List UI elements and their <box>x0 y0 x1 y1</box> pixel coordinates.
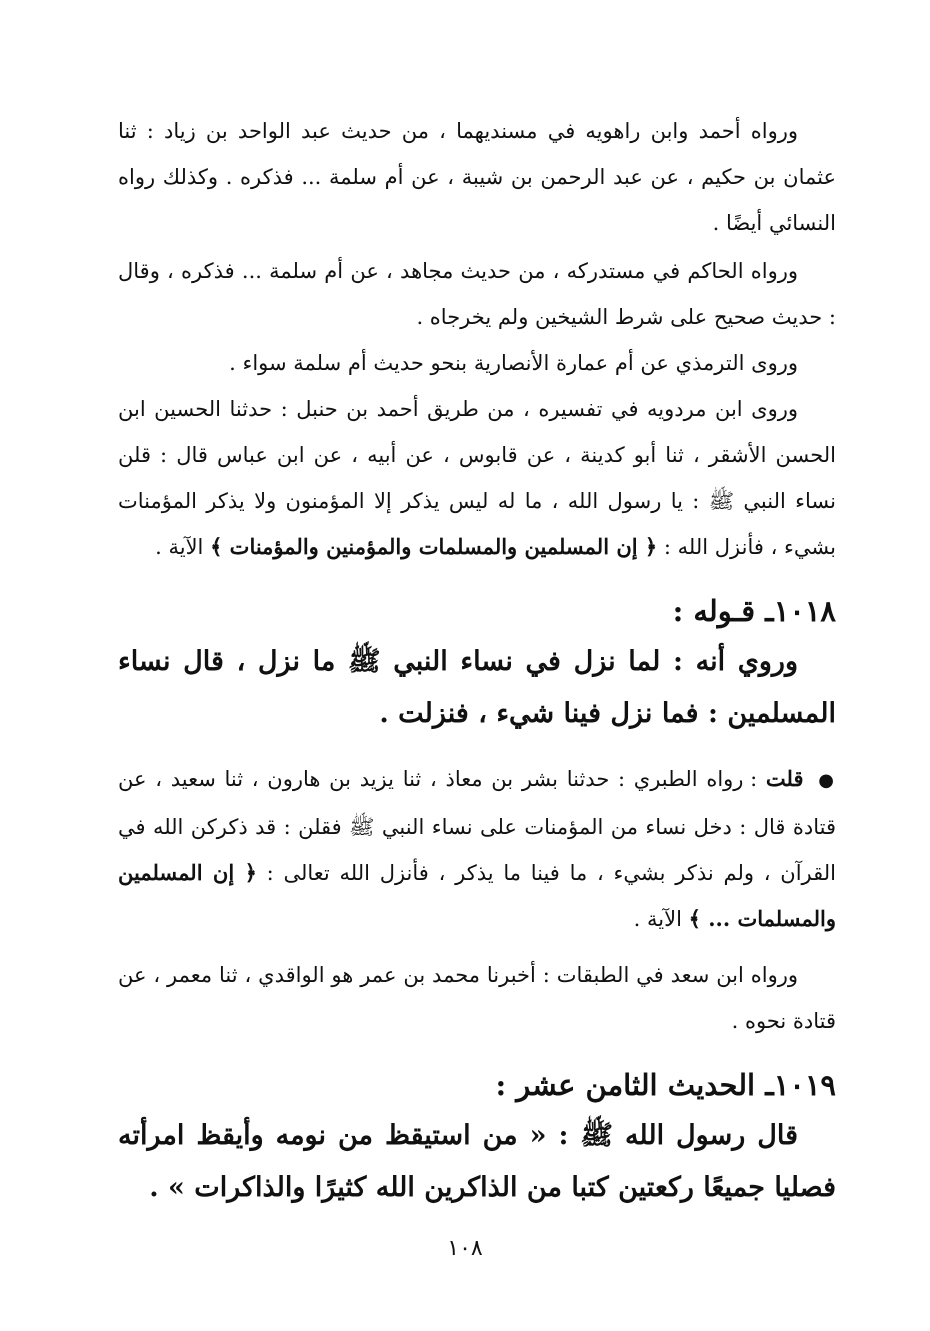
paragraph-qult <box>118 756 836 942</box>
paragraph-ahmad: ورواه أحمد وابن راهويه في مسنديهما ، من حديث عبد الواحد بن زياد : ثنا عثمان بن حكيم ، عن عبد الرحمن بن شيبة ، عن أم سلمة ... فذكره . وكذلك رواه النسائي أيضًا . <box>118 119 836 235</box>
paragraph-tail: الآية . <box>155 535 204 559</box>
bullet-icon: ● <box>818 770 836 791</box>
paragraph-text: : رواه الطبري : حدثنا بشر بن معاذ ، ثنا يزيد بن هارون ، ثنا سعيد ، عن قتادة قال : دخل نساء من المؤمنات على نساء النبي ﷺ فقلن : قد ذكركن الله في القرآن ، ولم نذكر بشيء ، ما فينا ما يذكر ، فأنزل الله تعالى : <box>118 767 836 885</box>
page-body <box>118 108 836 1214</box>
heading-1018: ١٠١٨ـ قـوله : <box>672 594 836 628</box>
heading-1019: ١٠١٩ـ الحديث الثامن عشر : <box>495 1068 836 1102</box>
paragraph-ibn-mardawayh <box>118 386 836 570</box>
paragraph-ibn-saad: ورواه ابن سعد في الطبقات : أخبرنا محمد بن عمر هو الواقدي ، ثنا معمر ، عن قتادة نحوه . <box>118 963 836 1033</box>
paragraph-text: وروى ابن مردويه في تفسيره ، من طريق أحمد بن حنبل : حدثنا الحسين ابن الحسن الأشقر ، ثنا أبو كدينة ، عن قابوس ، عن أبيه ، عن ابن عباس قال : قلن نساء النبي ﷺ : يا رسول الله ، ما له ليس يذكر إلا المؤمنون ولا يذكر المؤمنات بشيء ، فأنزل الله : <box>118 397 836 559</box>
paragraph-tirmidhi: وروى الترمذي عن أم عمارة الأنصارية بنحو حديث أم سلمة سواء . <box>229 351 798 375</box>
page-number: ١٠٨ <box>447 1236 483 1261</box>
paragraph-hakim: ورواه الحاكم في مستدركه ، من حديث مجاهد ، عن أم سلمة ... فذكره ، وقال : حديث صحيح على شرط الشيخين ولم يخرجاه . <box>118 259 836 329</box>
quran-verse: ﴿ إن المسلمين والمسلمات والمؤمنين والمؤمنات ﴾ <box>210 534 658 559</box>
main-text-1018: وروي أنه : لما نزل في نساء النبي ﷺ ما نزل ، قال نساء المسلمين : فما نزل فينا شيء ، فنزلت . <box>118 646 836 729</box>
main-text-1019: قال رسول الله ﷺ : « من استيقظ من نومه وأيقظ امرأته فصليا جميعًا ركعتين كتبا من الذاكرين الله كثيرًا والذاكرات » . <box>118 1120 836 1203</box>
qult-label: قلت <box>765 766 804 791</box>
paragraph-tail: الآية . <box>633 907 682 931</box>
quran-verse: ﴿ إن المسلمين والمسلمات ... ﴾ <box>118 860 836 931</box>
